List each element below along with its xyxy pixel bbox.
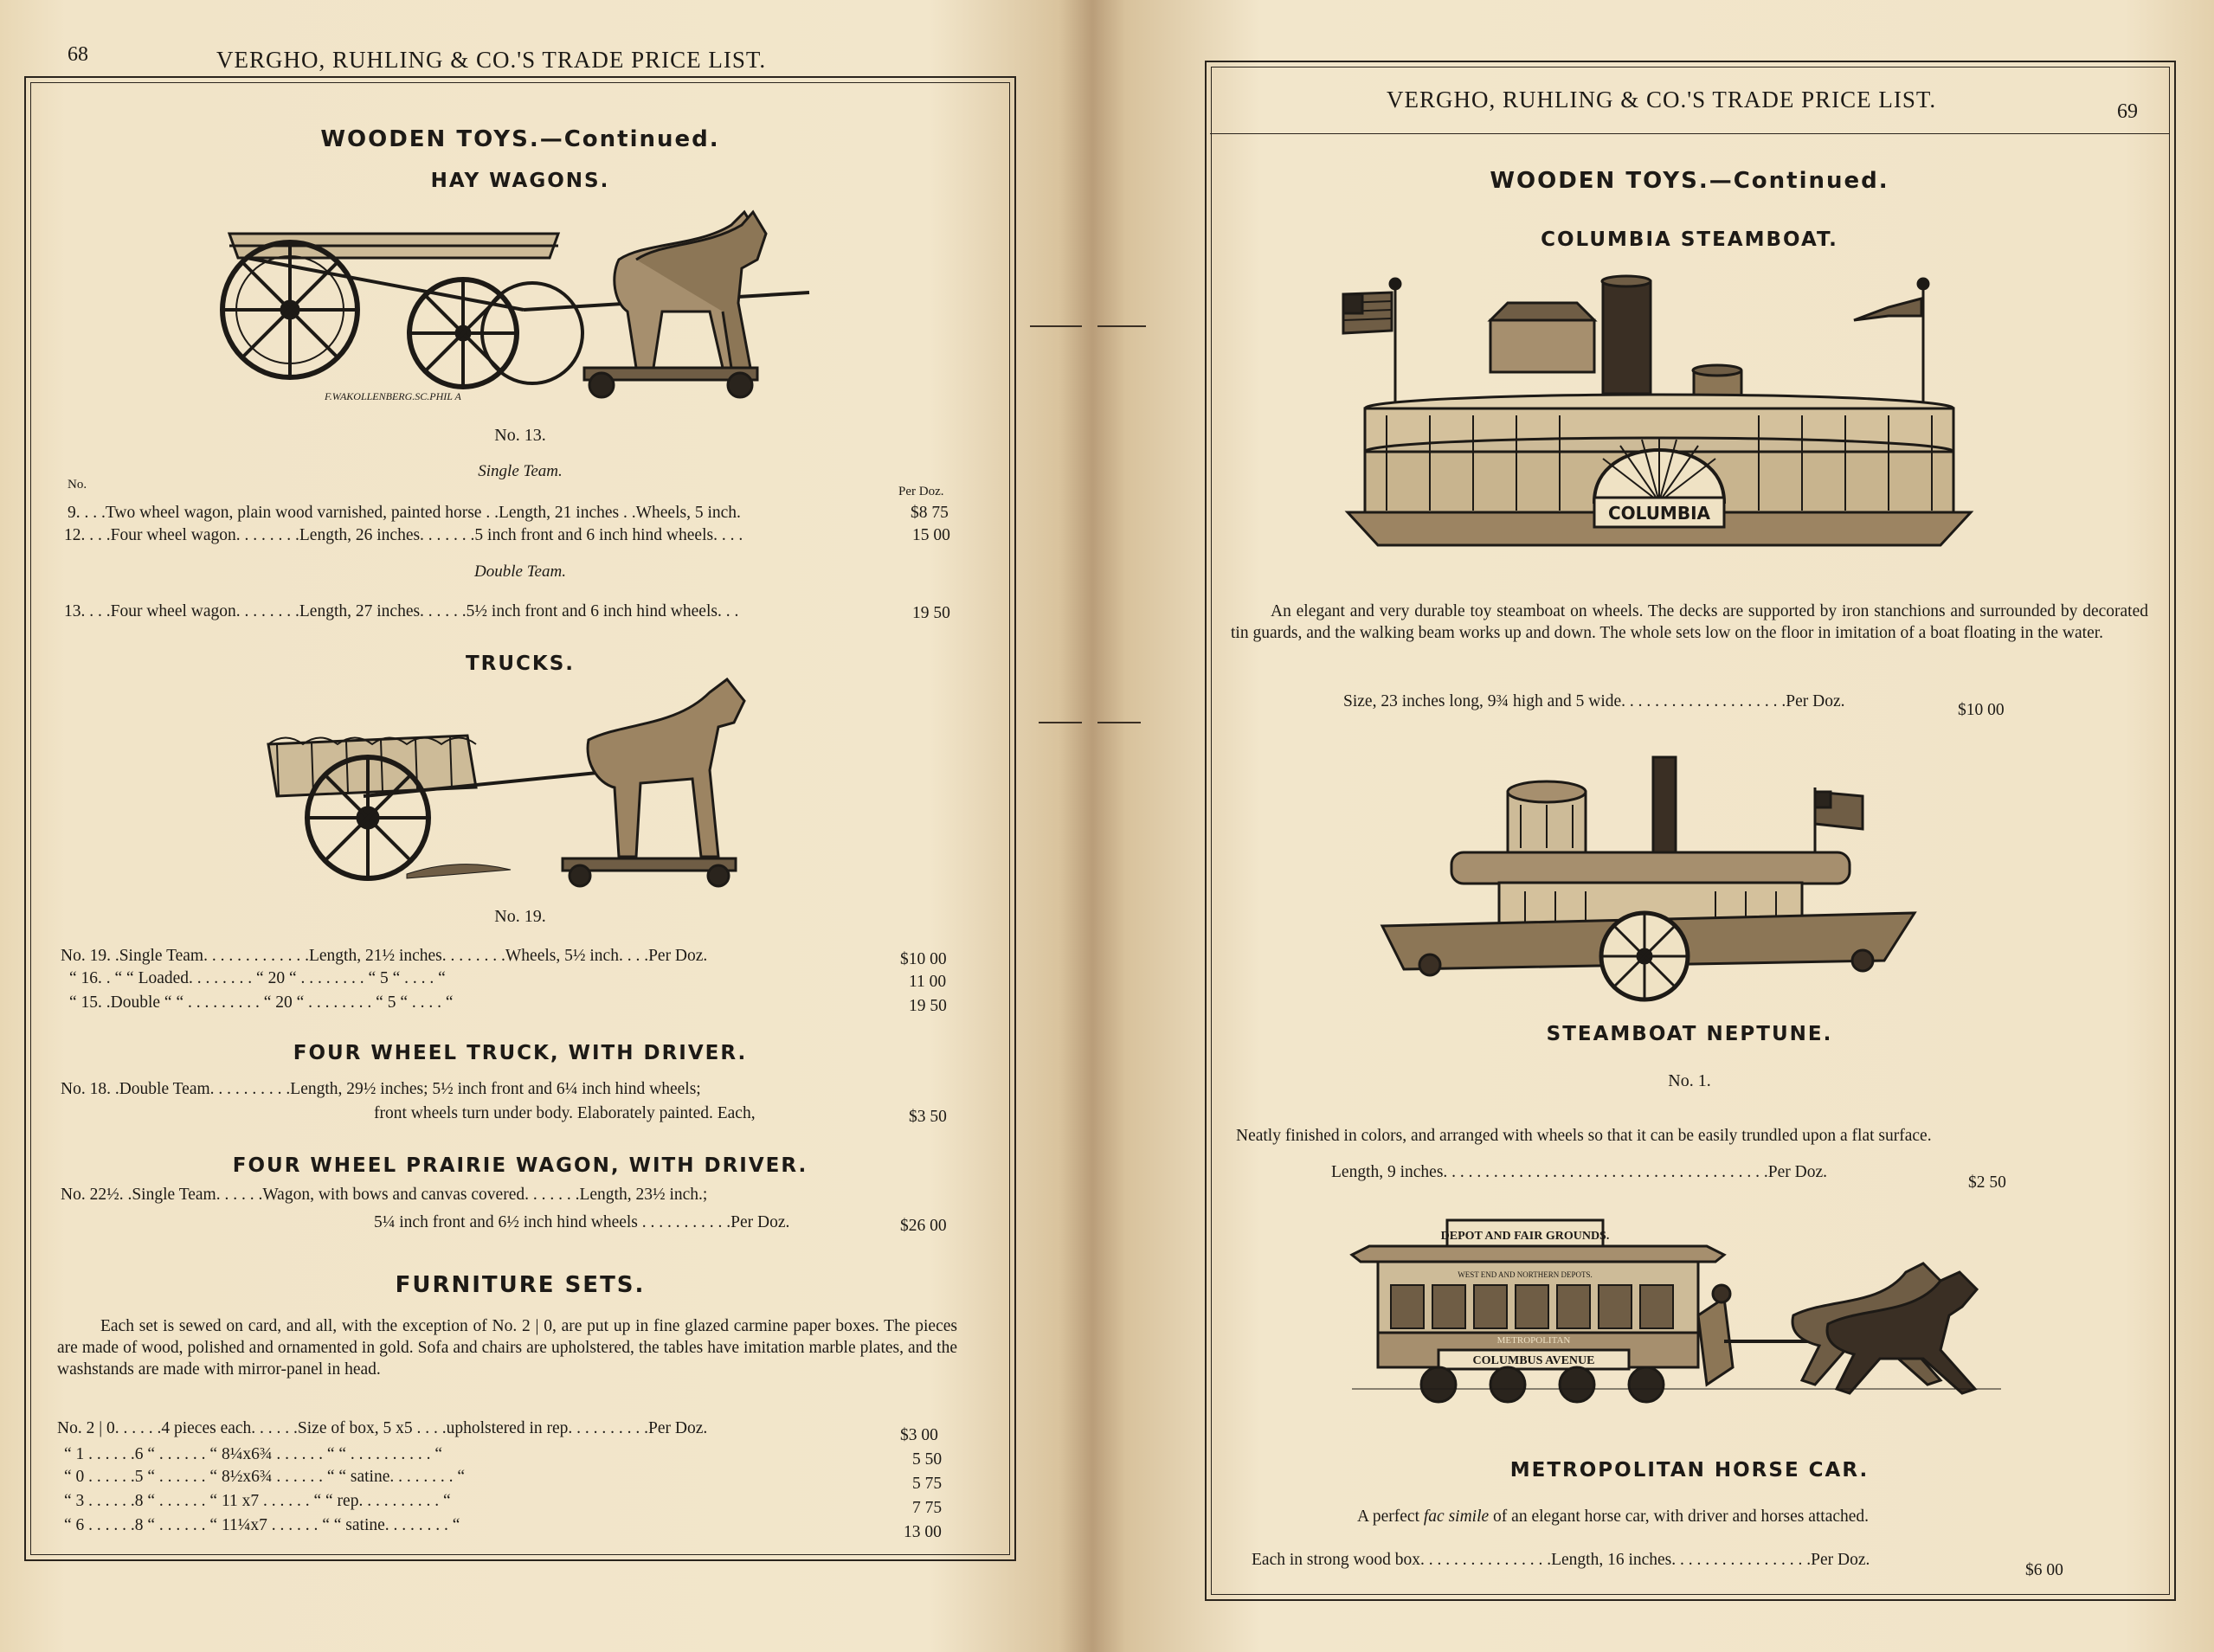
price-row: “ 1 . . . . . .6 “ . . . . . . “ 8¼x6¾ . . . . . . “ “ . . . . . . . . . . “ [64,1445,443,1463]
section-title: WOODEN TOYS.—Continued. [1490,168,1889,194]
price: $8 75 [911,504,949,522]
section-title: WOODEN TOYS.—Continued. [320,126,720,152]
price: $2 50 [1968,1173,2006,1192]
per-doz-header: Per Doz. [898,485,944,498]
running-head: VERGHO, RUHLING & CO.'S TRADE PRICE LIST. [216,47,767,73]
price: 19 50 [909,997,947,1015]
columbia-paragraph: An elegant and very durable toy steamboat on wheels. The decks are supported by iron stanchions and surrounded by decorated tin guards, and the walking beam works up and down. The whole sets low on the floor in imitation of a boat floating in the water. [1231,602,2148,642]
truck-caption: No. 19. [494,907,546,926]
price: 5 50 [912,1450,943,1469]
columbia-size-line: Size, 23 inches long, 9¾ high and 5 wide. . . . . . . . . . . . . . . . . . . .Per Doz. [1343,692,1845,710]
price: 7 75 [912,1499,943,1517]
horse-car-description [1357,1507,1869,1527]
furniture-title: FURNITURE SETS. [395,1272,646,1298]
hay-wagon-caption: No. 13. [494,426,546,445]
price: $10 00 [1958,701,2005,719]
page-number: 68 [68,43,88,66]
neptune-description: Neatly finished in colors, and arranged with wheels so that it can be easily trundled upon a flat surface. [1236,1127,1932,1145]
hay-wagon-illustration [212,208,835,415]
engraver-credit: F.WAKOLLENBERG.SC.PHIL A [325,390,461,402]
left-page [0,0,1092,1652]
binding-mark [1030,325,1082,327]
price-row: No. 19. .Single Team. . . . . . . . . . . . .Length, 21½ inches. . . . . . . .Wheels, 5½ inch. . . .Per Doz. [61,947,708,965]
price: $3 50 [909,1108,947,1126]
prairie-wagon-line: 5¼ inch front and 6½ inch hind wheels . . . . . . . . . . .Per Doz. [374,1213,790,1231]
binding-mark [1097,722,1141,723]
horse-car-desc-italic: fac simile [1423,1507,1490,1526]
furniture-paragraph: Each set is sewed on card, and all, with the exception of No. 2 | 0, are put up in fine glazed carmine paper boxes. The pieces are made of wood, polished and ornamented in gold. Sofa and chairs are upholstered, the tables have imitation marble plates, and the washstands are made with mirror-panel in head. [57,1317,957,1379]
columbia-nameplate: COLUMBIA [1607,503,1711,524]
double-team-label: Double Team. [474,562,566,581]
price-row: “ 3 . . . . . .8 “ . . . . . . “ 11 x7 . . . . . . “ “ rep. . . . . . . . . . “ [64,1492,451,1510]
single-team-label: Single Team. [478,462,563,480]
price-row: “ 16. . “ “ Loaded. . . . . . . . “ 20 “ . . . . . . . . “ 5 “ . . . . “ [69,969,446,987]
four-wheel-truck-line: front wheels turn under body. Elaborately painted. Each, [374,1104,756,1122]
price: $26 00 [900,1217,947,1235]
price: 5 75 [912,1475,943,1493]
price-row: 12. . . .Four wheel wagon. . . . . . . .Length, 26 inches. . . . . . .5 inch front and 6 inch hind wheels. . . . [64,526,743,544]
prairie-wagon-line: No. 22½. .Single Team. . . . . .Wagon, with bows and canvas covered. . . . . . .Length, 23½ inch.; [61,1186,708,1204]
price: 15 00 [912,526,950,544]
trucks-title: TRUCKS. [465,652,576,675]
price: 11 00 [909,973,947,991]
price-row: “ 0 . . . . . .5 “ . . . . . . “ 8½x6¾ . . . . . . “ “ satine. . . . . . . . “ [64,1468,466,1486]
roof-sign: DEPOT AND FAIR GROUNDS. [1440,1230,1610,1243]
price-row: 9. . . .Two wheel wagon, plain wood varnished, painted horse . .Length, 21 inches . .Wheels, 5 inch. [68,504,741,522]
binding-mark [1097,325,1146,327]
columbia-steamboat-illustration [1335,268,2010,562]
price-row: “ 6 . . . . . .8 “ . . . . . . “ 11¼x7 . . . . . . “ “ satine. . . . . . . . “ [64,1516,460,1534]
price: 13 00 [904,1523,942,1541]
columbia-title: COLUMBIA STEAMBOAT. [1541,228,1838,251]
horse-car-box-line: Each in strong wood box. . . . . . . . . . . . . . . .Length, 16 inches. . . . . . . . . . . . . . . . .Per Doz. [1252,1551,1870,1569]
side-text: WEST END AND NORTHERN DEPOTS. [1458,1270,1593,1279]
running-head: VERGHO, RUHLING & CO.'S TRADE PRICE LIST. [1387,87,1937,112]
price: $3 00 [900,1426,938,1444]
right-page [1092,0,2214,1652]
horse-car-illustration [1343,1212,2018,1419]
header-rule [1210,133,2169,134]
price: $6 00 [2025,1561,2063,1579]
page-number: 69 [2117,100,2138,123]
four-wheel-truck-line: No. 18. .Double Team. . . . . . . . . .Length, 29½ inches; 5½ inch front and 6¼ inch hind wheels; [61,1080,701,1098]
route-text: METROPOLITAN [1496,1335,1571,1346]
four-wheel-truck-title: FOUR WHEEL TRUCK, WITH DRIVER. [293,1042,748,1064]
binding-mark [1039,722,1082,723]
hay-wagons-title: HAY WAGONS. [430,170,610,192]
price: $10 00 [900,950,947,968]
no-header: No. [68,478,87,492]
prairie-wagon-title: FOUR WHEEL PRAIRIE WAGON, WITH DRIVER. [232,1154,808,1177]
truck-illustration [260,675,762,891]
price-row: “ 15. .Double “ “ . . . . . . . . . “ 20 “ . . . . . . . . “ 5 “ . . . . “ [69,993,454,1012]
neptune-caption: No. 1. [1668,1071,1711,1090]
price: 19 50 [912,604,950,622]
neptune-title: STEAMBOAT NEPTUNE. [1546,1023,1833,1045]
horse-car-title: METROPOLITAN HORSE CAR. [1509,1459,1870,1482]
price-row: No. 2 | 0. . . . . .4 pieces each. . . . . .Size of box, 5 x5 . . . .upholstered in rep. . . . . . . . . .Per Doz. [57,1419,708,1437]
horse-car-desc-prefix: A perfect [1357,1507,1424,1526]
price-row: 13. . . .Four wheel wagon. . . . . . . .Length, 27 inches. . . . . .5½ inch front and 6 inch hind wheels. . . [64,602,739,620]
steamboat-neptune-illustration [1378,753,1915,1012]
street-sign: COLUMBUS AVENUE [1472,1354,1595,1367]
neptune-length-line: Length, 9 inches. . . . . . . . . . . . . . . . . . . . . . . . . . . . . . . . . . . . . . .Per Doz. [1331,1163,1828,1181]
horse-car-desc-suffix: of an elegant horse car, with driver and horses attached. [1489,1507,1870,1526]
